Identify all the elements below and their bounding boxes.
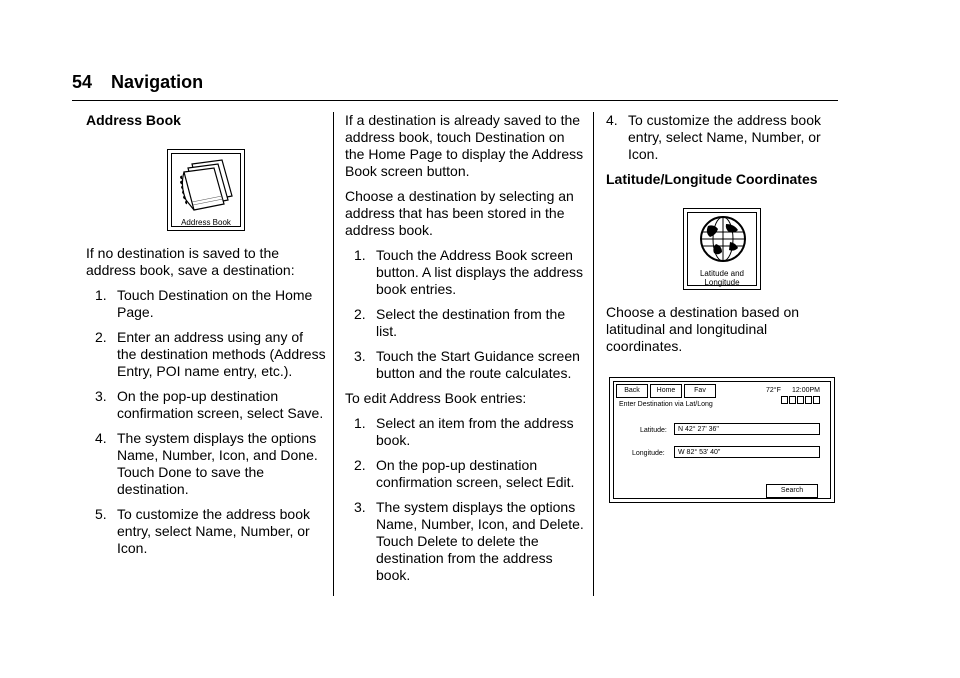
lat-long-heading: Latitude/Longitude Coordinates [606, 171, 818, 187]
status-icon [813, 396, 820, 404]
list-item: 2. Enter an address using any of the destination methods (Address Entry, POI name entry, etc.). [95, 329, 326, 379]
page-header [72, 72, 203, 93]
list-item: 2. On the pop-up destination confirmation screen, select Edit. [354, 457, 575, 490]
address-book-heading: Address Book [86, 112, 181, 128]
save-steps-list [86, 287, 326, 557]
longitude-label: Longitude: [632, 450, 665, 457]
list-item: 1. Select an item from the address book. [354, 415, 574, 448]
list-item: 5. To customize the address book entry, select Name, Number, or Icon. [95, 506, 310, 556]
address-book-screen-button [167, 149, 245, 231]
latitude-label: Latitude: [640, 427, 667, 434]
temperature: 72°F [766, 387, 781, 394]
list-item: 1. Touch Destination on the Home Page. [95, 287, 313, 320]
longitude-field[interactable]: W 82° 53' 40" [674, 446, 820, 458]
screen-title: Enter Destination via Lat/Long [619, 401, 713, 408]
fav-button[interactable]: Fav [684, 384, 716, 398]
section-title: Navigation [111, 72, 204, 92]
list-item: 3. The system displays the options Name, Number, Icon, and Delete. Touch Delete to delete the destination from the address book. [354, 499, 584, 583]
edit-steps-list [345, 415, 585, 584]
lat-long-screen-button [683, 208, 761, 290]
list-item: 4. The system displays the options Name, Number, Icon, and Done. Touch Done to save the destination. [95, 430, 318, 497]
edit-intro: To edit Address Book entries: [345, 390, 527, 406]
intro-paragraph: If no destination is saved to the address book, save a destination: [86, 245, 295, 278]
list-item: 2. Select the destination from the list. [354, 306, 566, 339]
status-icon [797, 396, 804, 404]
page-number: 54 [72, 72, 93, 92]
column-3 [606, 112, 842, 503]
clock: 12:00PM [792, 387, 821, 394]
search-button[interactable]: Search [766, 484, 818, 498]
screen-frame [613, 381, 831, 499]
paragraph: If a destination is already saved to the address book, touch Destination on the Home Page to display the Address Book screen button. [345, 112, 584, 179]
list-item: 3. On the pop-up destination confirmation screen, select Save. [95, 388, 324, 421]
list-item: 1. Touch the Address Book screen button. A list displays the address book entries. [354, 247, 584, 297]
status-icon [805, 396, 812, 404]
column-1 [86, 112, 326, 565]
status-icons [781, 396, 820, 404]
globe-icon [694, 214, 752, 270]
home-button[interactable]: Home [650, 384, 682, 398]
latitude-field[interactable]: N 42° 27' 36" [674, 423, 820, 435]
choose-steps-list [345, 247, 585, 382]
column-2 [345, 112, 585, 592]
list-item: 4. To customize the address book entry, select Name, Number, or Icon. [606, 112, 821, 162]
status-icon [781, 396, 788, 404]
paragraph: Choose a destination by selecting an address that has been stored in the address book. [345, 188, 574, 238]
list-item: 3. Touch the Start Guidance screen button and the route calculates. [354, 348, 580, 381]
nav-lat-long-screen [609, 377, 835, 503]
header-rule [72, 100, 838, 101]
status-icon [789, 396, 796, 404]
icon-caption: Latitude and Longitude [699, 269, 745, 287]
column-divider-1 [333, 112, 334, 596]
column-divider-2 [593, 112, 594, 596]
lat-long-paragraph: Choose a destination based on latitudinal and longitudinal coordinates. [606, 304, 800, 354]
back-button[interactable]: Back [616, 384, 648, 398]
address-book-icon [178, 156, 236, 212]
continued-steps-list [606, 112, 842, 163]
icon-caption: Address Book [181, 218, 231, 227]
